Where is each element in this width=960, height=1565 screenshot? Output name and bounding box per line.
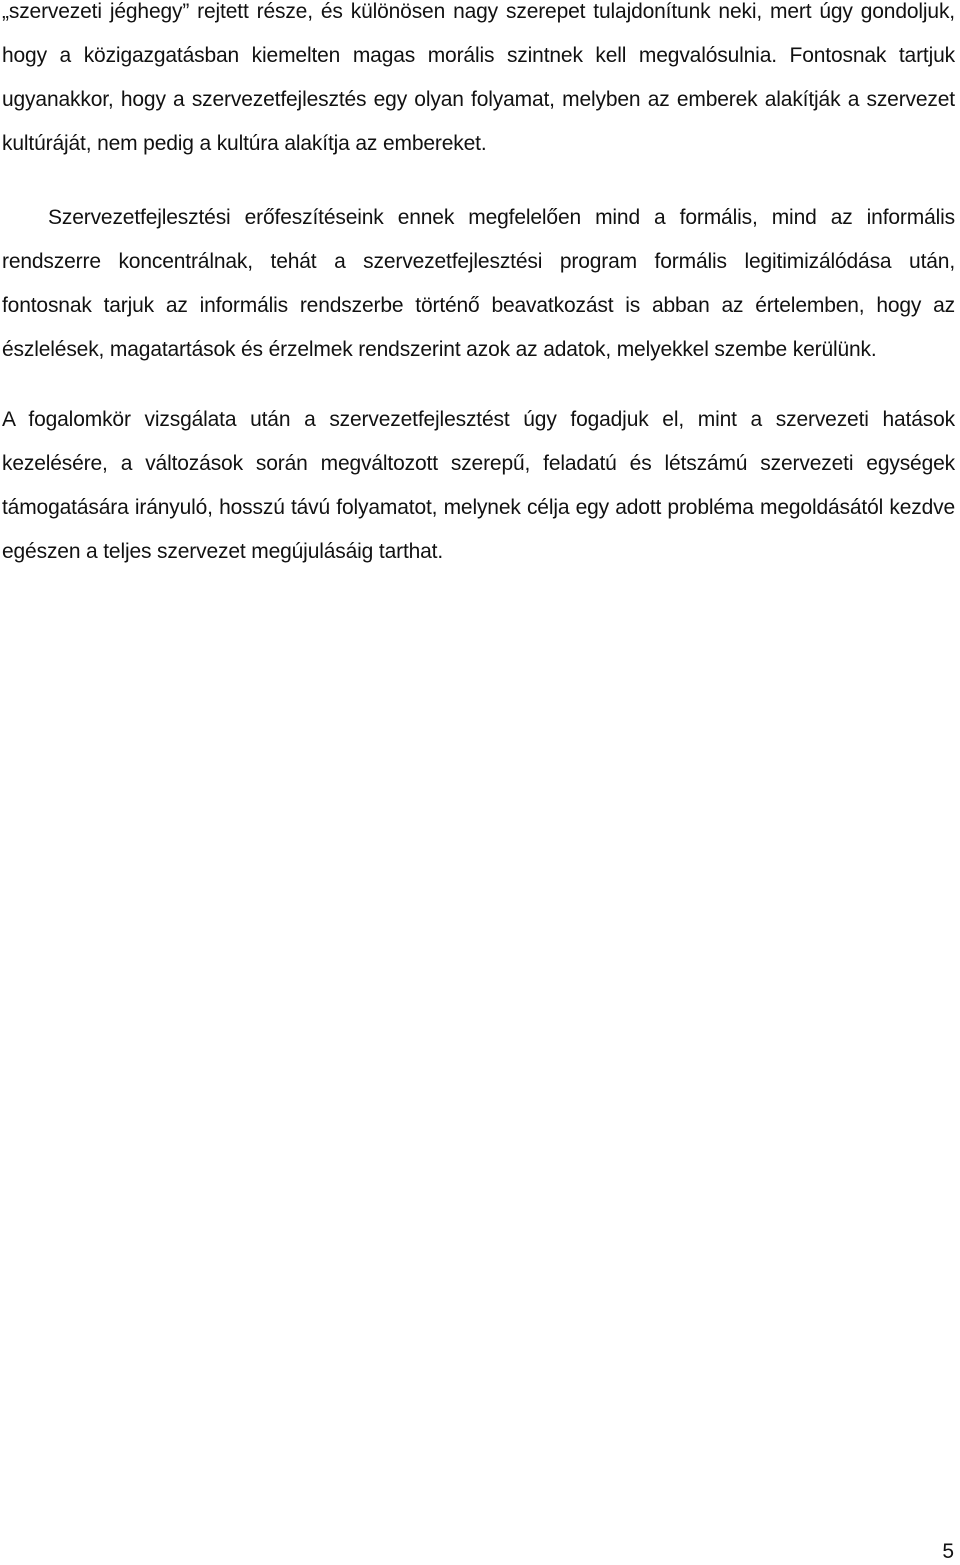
paragraph-3: A fogalomkör vizsgálata után a szervezetfejlesztést úgy fogadjuk el, mint a szervezeti hatások kezelésére, a változások során megváltozott szerepű, feladatú és létszámú szervezeti egységek támogatására irányuló, hosszú távú folyamatot, melynek célja egy adott probléma megoldásától kezdve egészen a teljes szervezet megújulásáig tarthat. <box>2 408 955 563</box>
document-body <box>2 0 955 574</box>
paragraph-2: Szervezetfejlesztési erőfeszítéseink ennek megfelelően mind a formális, mind az informális rendszerre koncentrálnak, tehát a szervezetfejlesztési program formális legitimizálódása után, fontosnak tarjuk az informális rendszerbe történő beavatkozást is abban az értelemben, hogy az észlelések, magatartások és érzelmek rendszerint azok az adatok, melyekkel szembe kerülünk. <box>2 206 955 361</box>
paragraph-1: „szervezeti jéghegy” rejtett része, és különösen nagy szerepet tulajdonítunk neki, mert úgy gondoljuk, hogy a közigazgatásban kiemelten magas morális szintnek kell megvalósulnia. Fontosnak tartjuk ugyanakkor, hogy a szervezetfejlesztés egy olyan folyamat, melyben az emberek alakítják a szervezet kultúráját, nem pedig a kultúra alakítja az embereket. <box>2 0 955 155</box>
page-number: 5 <box>942 1540 954 1563</box>
